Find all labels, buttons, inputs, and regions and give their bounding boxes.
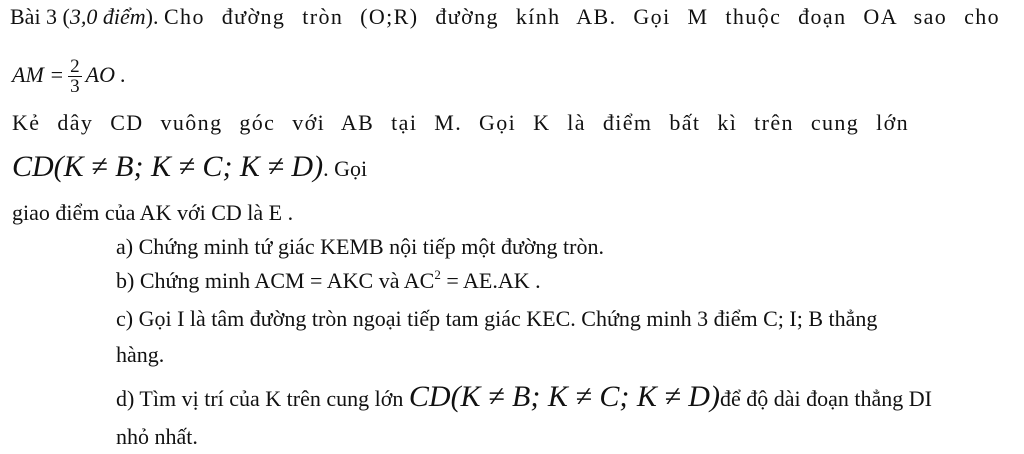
part-d-pre: d) Tìm vị trí của K trên cung lớn bbox=[116, 386, 404, 411]
ratio-rhs: AO . bbox=[85, 62, 126, 87]
ratio-line bbox=[12, 52, 126, 98]
ratio-denominator: 3 bbox=[70, 76, 80, 98]
problem-heading-close: ). bbox=[145, 4, 159, 29]
problem-heading-line bbox=[10, 2, 1000, 32]
problem-line4 bbox=[12, 150, 367, 186]
problem-line4-math: CD(K ≠ B; K ≠ C; K ≠ D) bbox=[12, 150, 324, 183]
problem-line4-text: . Gọi bbox=[323, 156, 368, 181]
part-b-sup: 2 bbox=[434, 267, 441, 282]
part-d-math: CD(K ≠ B; K ≠ C; K ≠ D) bbox=[408, 380, 720, 413]
problem-line3: Kẻ dây CD vuông góc với AB tại M. Gọi K là điểm bất kì trên cung lớn bbox=[12, 110, 910, 135]
part-b bbox=[116, 266, 541, 296]
part-a: a) Chứng minh tứ giác KEMB nội tiếp một đường tròn. bbox=[116, 234, 604, 259]
part-c-line2: hàng. bbox=[116, 342, 165, 367]
ratio-fraction bbox=[68, 57, 82, 96]
problem-line5: giao điểm của AK với CD là E . bbox=[12, 200, 294, 225]
part-b-pre: b) Chứng minh ACM = AKC và AC bbox=[116, 268, 435, 293]
part-d-line2: nhỏ nhất. bbox=[116, 424, 198, 449]
problem-heading: Bài 3 ( bbox=[10, 4, 70, 29]
part-d-line1 bbox=[116, 380, 932, 416]
part-b-post: = AE.AK . bbox=[440, 268, 541, 293]
part-d-post: để độ dài đoạn thẳng DI bbox=[719, 386, 932, 411]
problem-intro-line1: Cho đường tròn (O;R) đường kính AB. Gọi M thuộc đoạn OA sao cho bbox=[163, 4, 1001, 29]
ratio-lhs: AM = bbox=[12, 62, 65, 87]
part-c-line1: c) Gọi I là tâm đường tròn ngoại tiếp tam giác KEC. Chứng minh 3 điểm C; I; B thẳng bbox=[116, 306, 878, 331]
problem-points: 3,0 điểm bbox=[69, 4, 146, 29]
ratio-numerator: 2 bbox=[70, 56, 80, 78]
